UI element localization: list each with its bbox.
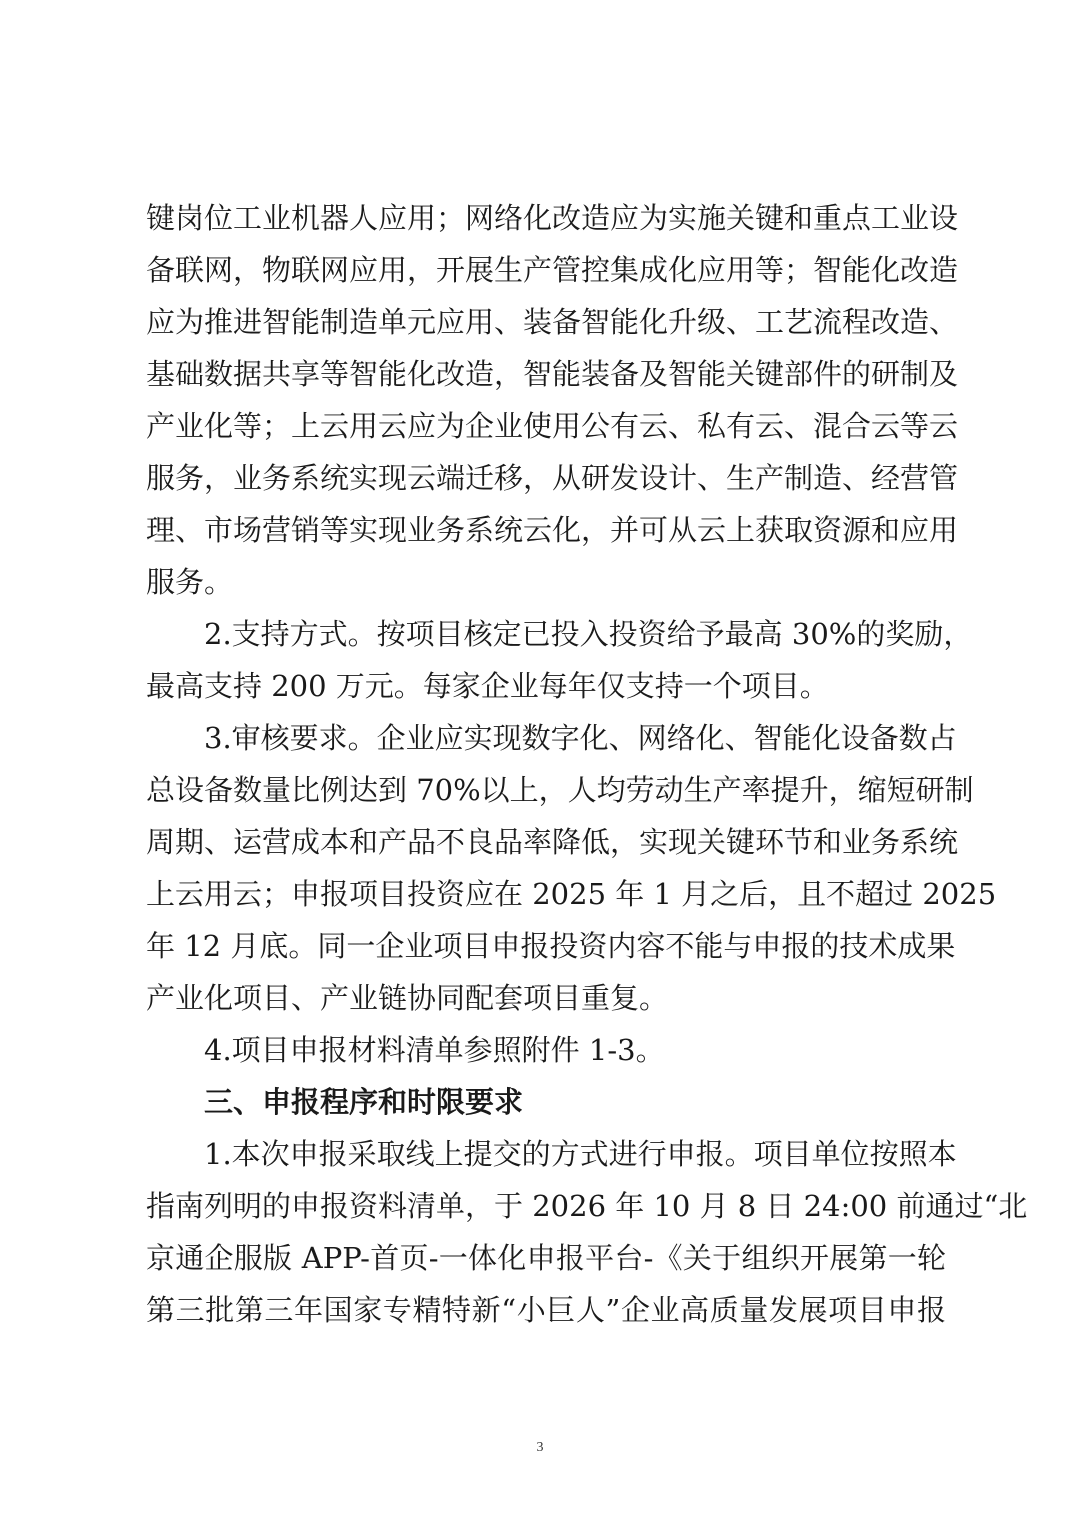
body-line: 周期、运营成本和产品不良品率降低，实现关键环节和业务系统 bbox=[146, 825, 959, 859]
body-line: 产业化等；上云用云应为企业使用公有云、私有云、混合云等云 bbox=[146, 409, 959, 443]
page-number: 3 bbox=[536, 1440, 544, 1455]
body-line: 2.支持方式。按项目核定已投入投资给予最高 30%的奖励， bbox=[204, 617, 973, 651]
body-line: 1.本次申报采取线上提交的方式进行申报。项目单位按照本 bbox=[204, 1137, 957, 1171]
body-line: 服务。 bbox=[146, 565, 234, 599]
body-line: 京通企服版 APP-首页-一体化申报平台-《关于组织开展第一轮 bbox=[146, 1241, 946, 1275]
document-body bbox=[146, 192, 1028, 1336]
body-line: 最高支持 200 万元。每家企业每年仅支持一个项目。 bbox=[146, 669, 829, 703]
body-line: 年 12 月底。同一企业项目申报投资内容不能与申报的技术成果 bbox=[146, 929, 956, 963]
body-line: 总设备数量比例达到 70%以上，人均劳动生产率提升，缩短研制 bbox=[146, 773, 974, 807]
body-line: 第三批第三年国家专精特新“小巨人”企业高质量发展项目申报 bbox=[146, 1293, 946, 1327]
body-line: 3.审核要求。企业应实现数字化、网络化、智能化设备数占 bbox=[204, 721, 957, 755]
body-line: 应为推进智能制造单元应用、装备智能化升级、工艺流程改造、 bbox=[146, 305, 959, 339]
body-line: 基础数据共享等智能化改造，智能装备及智能关键部件的研制及 bbox=[146, 357, 959, 391]
body-line: 键岗位工业机器人应用；网络化改造应为实施关键和重点工业设 bbox=[146, 201, 959, 235]
body-line: 指南列明的申报资料清单，于 2026 年 10 月 8 日 24:00 前通过“北 bbox=[146, 1189, 1028, 1223]
body-line: 备联网，物联网应用，开展生产管控集成化应用等；智能化改造 bbox=[146, 253, 959, 287]
body-line: 产业化项目、产业链协同配套项目重复。 bbox=[146, 981, 669, 1015]
body-line: 上云用云；申报项目投资应在 2025 年 1 月之后，且不超过 2025 bbox=[146, 877, 997, 911]
body-line: 服务，业务系统实现云端迁移，从研发设计、生产制造、经营管 bbox=[146, 461, 959, 495]
body-line: 4.项目申报材料清单参照附件 1-3。 bbox=[204, 1033, 665, 1067]
section-heading: 三、申报程序和时限要求 bbox=[204, 1085, 524, 1119]
body-line: 理、市场营销等实现业务系统云化，并可从云上获取资源和应用 bbox=[146, 513, 959, 547]
